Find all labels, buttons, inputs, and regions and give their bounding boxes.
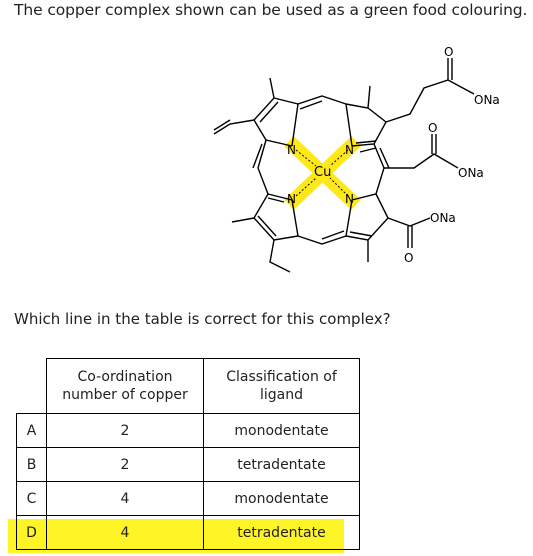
row-label: C (17, 482, 47, 516)
copper-atom-label: Cu (314, 165, 332, 180)
table-corner-cell (17, 359, 47, 414)
ona-label-1: ONa (474, 93, 500, 107)
question-text: Which line in the table is correct for this complex? (14, 310, 391, 328)
intro-text: The copper complex shown can be used as a green food colouring. (14, 1, 528, 19)
header-coordination: Co-ordination number of copper (47, 359, 204, 414)
row-label: D (17, 516, 47, 550)
table-header-row (17, 359, 360, 414)
nitrogen-label-bl: N (287, 192, 296, 206)
answer-table (16, 358, 360, 550)
table-row[interactable] (17, 414, 360, 448)
row-ligand: monodentate (204, 482, 360, 516)
ona-label-2: ONa (458, 166, 484, 180)
nitrogen-label-br: N (345, 192, 354, 206)
row-coordination: 2 (47, 414, 204, 448)
row-ligand: tetradentate (204, 516, 360, 550)
ona-label-3: ONa (430, 211, 456, 225)
row-ligand: monodentate (204, 414, 360, 448)
nitrogen-label-tl: N (287, 143, 296, 157)
oxygen-label-2: O (428, 121, 438, 135)
oxygen-label-3: O (404, 251, 414, 265)
row-coordination: 4 (47, 516, 204, 550)
nitrogen-label-tr: N (345, 143, 354, 157)
row-ligand: tetradentate (204, 448, 360, 482)
row-coordination: 2 (47, 448, 204, 482)
row-label: A (17, 414, 47, 448)
table-row[interactable] (17, 448, 360, 482)
row-coordination: 4 (47, 482, 204, 516)
table-row[interactable] (17, 482, 360, 516)
row-label: B (17, 448, 47, 482)
table-row-selected[interactable] (17, 516, 360, 550)
oxygen-label-1: O (444, 45, 454, 59)
header-ligand: Classification of ligand (204, 359, 360, 414)
